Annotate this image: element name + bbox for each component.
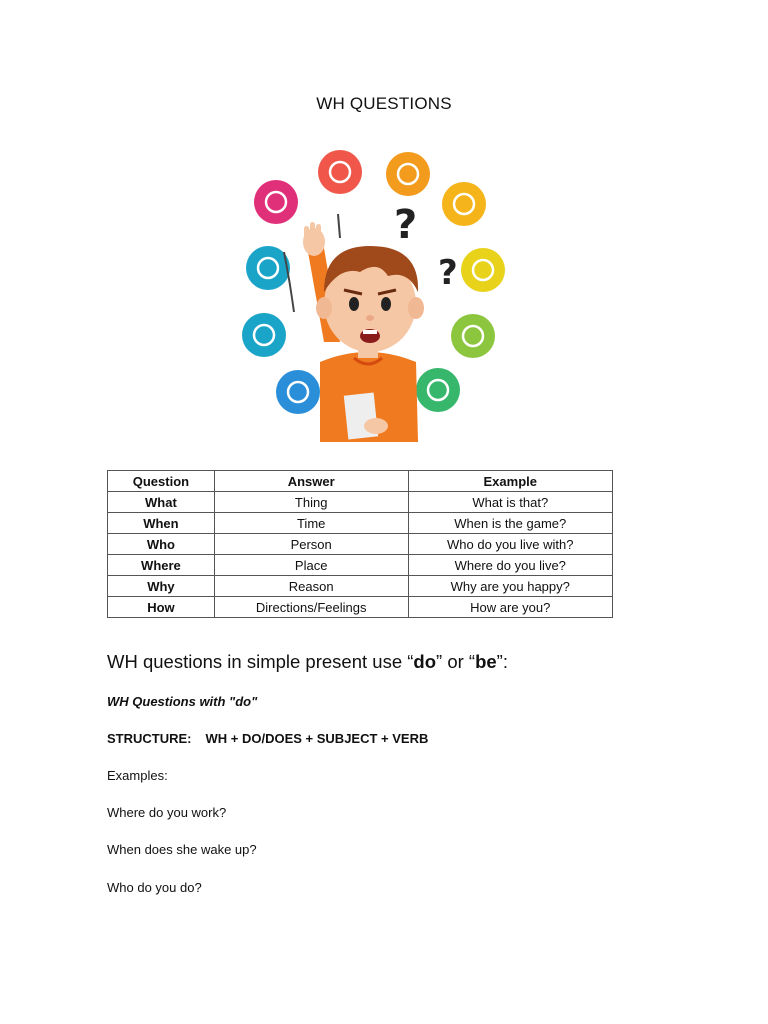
table-row (108, 534, 613, 555)
answer-cell: Person (214, 534, 408, 555)
question-cell: Where (108, 555, 215, 576)
examples-label: Examples: (107, 768, 168, 783)
heading-text-2: ” or “ (436, 651, 476, 672)
question-cell: When (108, 513, 215, 534)
heading-text-3: ”: (496, 651, 508, 672)
example-sentence: When does she wake up? (107, 842, 257, 857)
question-cell: Who (108, 534, 215, 555)
example-cell: Why are you happy? (408, 576, 612, 597)
table-row (108, 492, 613, 513)
structure-label: STRUCTURE: (107, 731, 192, 746)
example-cell: Who do you live with? (408, 534, 612, 555)
question-cell: What (108, 492, 215, 513)
example-cell: Where do you live? (408, 555, 612, 576)
topic-icon-circle (318, 150, 362, 194)
answer-cell: Thing (214, 492, 408, 513)
answer-cell: Directions/Feelings (214, 597, 408, 618)
header-question: Question (108, 471, 215, 492)
answer-cell: Time (214, 513, 408, 534)
table-header-row (108, 471, 613, 492)
topic-icon-circle (386, 152, 430, 196)
question-mark-1: ? (394, 202, 418, 248)
answer-cell: Place (214, 555, 408, 576)
example-sentence: Where do you work? (107, 805, 227, 820)
wh-questions-table (107, 470, 613, 618)
example-cell: When is the game? (408, 513, 612, 534)
question-cell: How (108, 597, 215, 618)
topic-icon-circle (451, 314, 495, 358)
example-sentence: Who do you do? (107, 880, 202, 895)
topic-icon-circle (461, 248, 505, 292)
subheading: WH Questions with "do" (107, 694, 258, 709)
topic-icon-circle (276, 370, 320, 414)
section-heading (107, 651, 508, 673)
table-row (108, 513, 613, 534)
table-row (108, 597, 613, 618)
answer-cell: Reason (214, 576, 408, 597)
heading-be: be (475, 651, 497, 672)
topic-icon-circle (416, 368, 460, 412)
heading-do: do (413, 651, 437, 672)
structure-formula: WH + DO/DOES + SUBJECT + VERB (205, 731, 429, 746)
boy-thinking-illustration (228, 142, 510, 442)
header-example: Example (408, 471, 612, 492)
page-title: WH QUESTIONS (316, 94, 452, 113)
structure-line (107, 731, 428, 746)
topic-icon-circle (254, 180, 298, 224)
table-row (108, 576, 613, 597)
example-cell: How are you? (408, 597, 612, 618)
header-answer: Answer (214, 471, 408, 492)
question-cell: Why (108, 576, 215, 597)
topic-icon-circle (242, 313, 286, 357)
question-mark-2: ? (438, 253, 458, 293)
example-cell: What is that? (408, 492, 612, 513)
heading-text-1: WH questions in simple present use “ (107, 651, 414, 672)
topic-icon-circle (442, 182, 486, 226)
table-row (108, 555, 613, 576)
